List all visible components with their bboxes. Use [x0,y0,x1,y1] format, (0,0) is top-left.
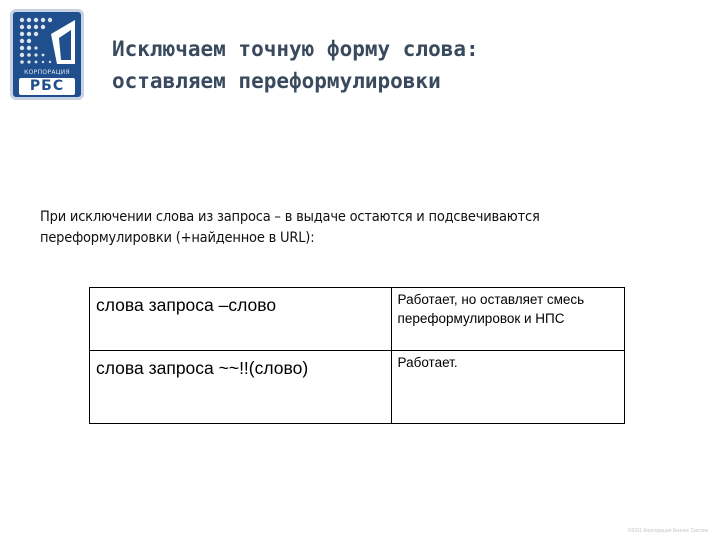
slide-title-line-2: оставляем переформулировки [112,69,441,93]
query-text: слова запроса –слово [96,295,277,315]
slide-title-line-1: Исключаем точную форму слова: [112,37,479,61]
table-row [90,288,625,351]
query-text: слова запроса ~~!!(слово) [96,358,309,378]
description-line-2: переформулировки (+найденное в URL): [40,230,315,246]
comparison-table [89,287,625,424]
result-text: Работает, но оставляет смесь переформулировок и НПС [397,292,585,326]
description-text [40,207,680,249]
company-logo [10,9,84,100]
query-cell [90,288,392,351]
slide-title [112,33,692,97]
description-line-1: При исключении слова из запроса – в выдаче остаются и подсвечиваются [40,209,540,225]
logo-caption: КОРПОРАЦИЯ [24,69,70,76]
footer-copyright: ©2011 Корпорация Бизнес Систем [627,528,708,534]
table-row [90,351,625,424]
result-cell [391,351,624,424]
logo-brand-text: РБС [19,78,75,95]
result-cell [391,288,624,351]
result-text: Работает. [397,355,458,370]
query-cell [90,351,392,424]
